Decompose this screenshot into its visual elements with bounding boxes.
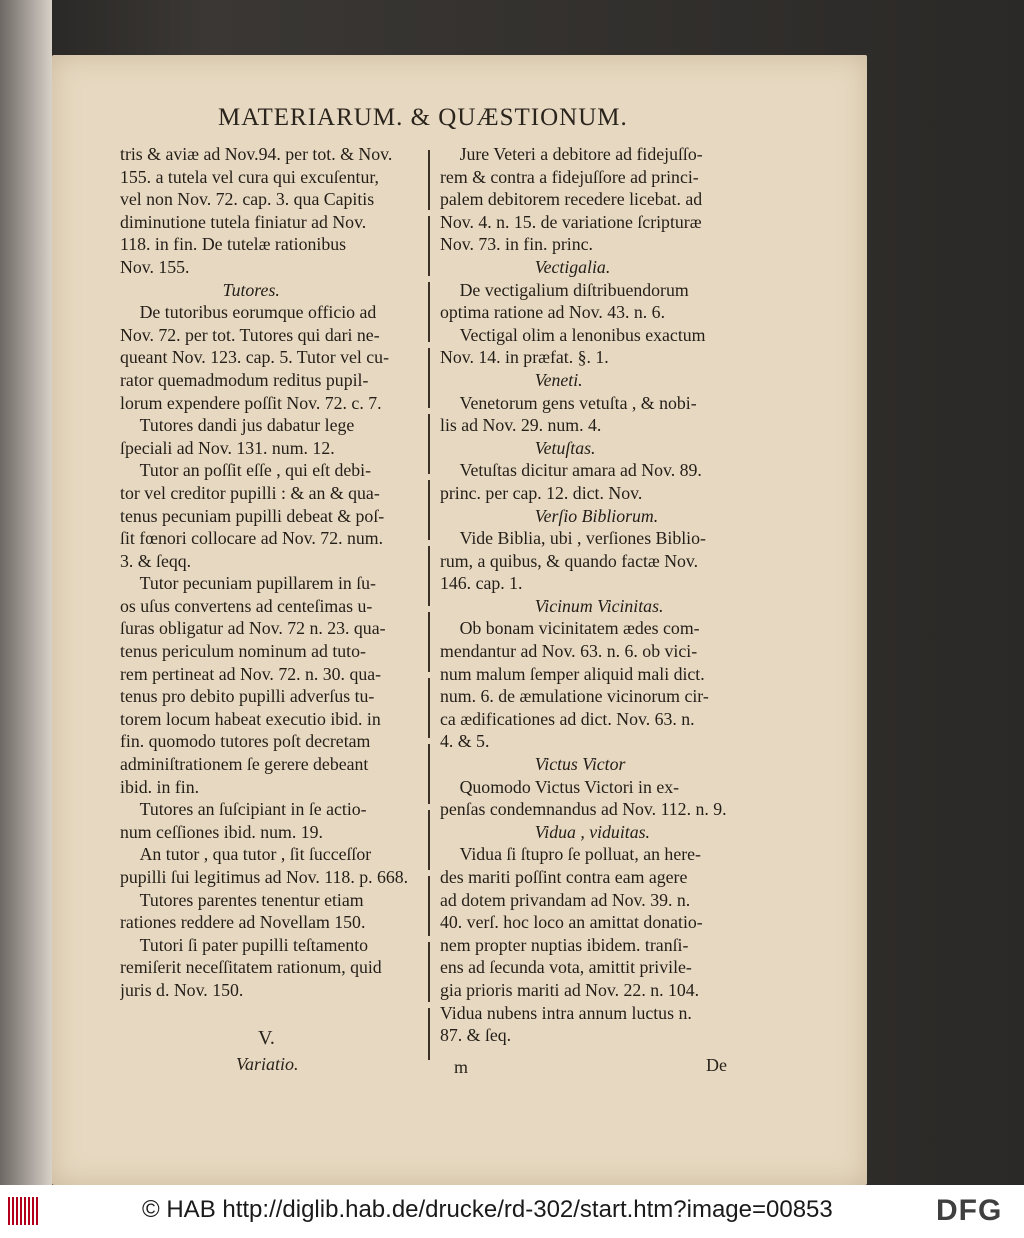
index-line: Nov. 14. in præfat. §. 1. [440, 347, 609, 368]
index-line: Nov. 4. n. 15. de variatione ſcripturæ [440, 211, 702, 232]
index-line: ſuras obligatur ad Nov. 72 n. 23. qua- [120, 618, 386, 639]
index-heading: Verſio Bibliorum. [534, 505, 659, 526]
index-line: ad dotem privandam ad Nov. 39. n. [440, 889, 691, 910]
index-line: Vide Biblia, ubi , verſiones Biblio- [459, 528, 706, 549]
index-line: vel non Nov. 72. cap. 3. qua Capitis [120, 189, 375, 210]
index-line: tenus periculum nominum ad tuto- [120, 641, 366, 662]
index-line: Tutores parentes tenentur etiam [139, 889, 364, 910]
index-line: diminutione tutela finiatur ad Nov. [120, 211, 367, 232]
column-divider [428, 150, 430, 1060]
index-line: lis ad Nov. 29. num. 4. [440, 415, 602, 436]
index-line: ſit fœnori collocare ad Nov. 72. num. [120, 528, 384, 549]
index-line: 87. & ſeq. [440, 1025, 512, 1046]
index-line: num malum ſemper aliquid mali dict. [440, 663, 705, 684]
index-line: nem propter nuptias ibidem. tranſi- [440, 934, 689, 955]
index-line: Tutores dandi jus dabatur lege [139, 415, 355, 436]
index-line: 3. & ſeqq. [120, 550, 192, 571]
index-line: os uſus convertens ad centeſimas u- [120, 595, 373, 616]
index-line: Tutor an poſſit eſſe , qui eſt debi- [139, 460, 372, 481]
index-line: princ. per cap. 12. dict. Nov. [440, 482, 643, 503]
index-line: optima ratione ad Nov. 43. n. 6. [440, 302, 666, 323]
index-line: num ceſſiones ibid. num. 19. [120, 821, 323, 842]
index-line: tor vel creditor pupilli : & an & qua- [120, 482, 380, 503]
signature-mark: m [454, 1057, 469, 1077]
index-line: An tutor , qua tutor , ſit ſucceſſor [139, 844, 372, 865]
index-line: mendantur ad Nov. 63. n. 6. ob vici- [440, 641, 698, 662]
index-line: Nov. 155. [120, 256, 190, 277]
index-line: Tutor pecuniam pupillarem in ſu- [139, 573, 376, 594]
index-line: Jure Veteri a debitore ad fidejuſſo- [459, 144, 703, 164]
index-line: ſpeciali ad Nov. 131. num. 12. [120, 437, 335, 458]
index-line: ibid. in fin. [120, 776, 200, 797]
hab-logo-icon [8, 1197, 42, 1225]
index-line: pupilli ſui legitimus ad Nov. 118. p. 668. [120, 867, 409, 887]
index-line: Tutores an ſuſcipiant in ſe actio- [139, 799, 367, 820]
index-line: 40. verſ. hoc loco an amittat donatio- [440, 912, 703, 933]
index-line: lorum expendere poſſit Nov. 72. c. 7. [120, 392, 382, 413]
index-heading: Tutores. [222, 279, 280, 300]
index-line: 4. & 5. [440, 731, 490, 752]
index-line: tenus pro debito pupilli adverſus tu- [120, 686, 375, 707]
index-heading: Vicinum Vicinitas. [534, 595, 664, 616]
index-heading: Victus Victor [534, 754, 626, 775]
index-line: Vidua nubens intra annum luctus n. [440, 1002, 692, 1023]
index-line: rem pertineat ad Nov. 72. n. 30. qua- [120, 663, 382, 684]
index-line: 118. in fin. De tutelæ rationibus [120, 234, 347, 255]
index-line: ca ædificationes ad dict. Nov. 63. n. [440, 708, 695, 729]
left-column [120, 143, 422, 1002]
index-line: des mariti poſſint contra eam agere [440, 867, 688, 887]
section-letter: V. [258, 1027, 275, 1049]
index-line: Vectigal olim a lenonibus exactum [459, 324, 706, 345]
index-line: gia prioris mariti ad Nov. 22. n. 104. [440, 979, 700, 1000]
index-line: Ob bonam vicinitatem ædes com- [459, 618, 700, 639]
index-line: queant Nov. 123. cap. 5. Tutor vel cu- [120, 347, 389, 368]
index-line: De tutoribus eorumque officio ad [139, 302, 377, 323]
index-line: Vetuſtas dicitur amara ad Nov. 89. [459, 460, 702, 481]
index-line: Nov. 72. per tot. Tutores qui dari ne- [120, 324, 380, 345]
catchword: De [706, 1055, 727, 1075]
index-line: 155. a tutela vel cura qui excuſentur, [120, 166, 379, 187]
viewer-footer [0, 1185, 1024, 1238]
index-line: rator quemadmodum reditus pupil- [120, 369, 369, 390]
index-heading: Vectigalia. [534, 256, 611, 277]
index-line: juris d. Nov. 150. [120, 979, 244, 1000]
index-line: rum, a quibus, & quando factæ Nov. [440, 550, 699, 571]
index-line: num. 6. de æmulatione vicinorum cir- [440, 686, 709, 707]
index-line: ens ad ſecunda vota, amittit privile- [440, 957, 692, 978]
index-line: penſas condemnandus ad Nov. 112. n. 9. [440, 799, 727, 820]
index-line: 146. cap. 1. [440, 573, 523, 594]
index-line: Quomodo Victus Victori in ex- [459, 776, 680, 797]
page-header: MATERIARUM. & QUÆSTIONUM. [218, 104, 628, 131]
index-line: fin. quomodo tutores poſt decretam [120, 731, 371, 752]
index-heading: Veneti. [534, 369, 583, 390]
index-line: De vectigalium diſtribuendorum [459, 279, 689, 300]
index-line: tris & aviæ ad Nov.94. per tot. & Nov. [120, 144, 393, 164]
index-line: rem & contra a fidejuſſore ad princi- [440, 166, 699, 187]
index-heading: Vidua , viduitas. [534, 821, 650, 842]
right-column [440, 143, 736, 1047]
previous-page-edge [0, 0, 52, 1185]
next-heading: Variatio. [236, 1054, 299, 1074]
index-line: rationes reddere ad Novellam 150. [120, 912, 366, 933]
index-line: Tutori ſi pater pupilli teſtamento [139, 934, 369, 955]
index-line: Venetorum gens vetuſta , & nobi- [459, 392, 697, 413]
index-line: Nov. 73. in fin. princ. [440, 234, 593, 255]
index-line: palem debitorem recedere licebat. ad [440, 189, 703, 210]
index-line: Vidua ſi ſtupro ſe polluat, an here- [459, 844, 701, 865]
dfg-logo: DFG [936, 1194, 1003, 1227]
credit-link[interactable]: © HAB http://diglib.hab.de/drucke/rd-302/start.htm?image=00853 [142, 1196, 833, 1223]
index-line: remiſerit neceſſitatem rationum, quid [120, 957, 382, 978]
index-line: adminiſtrationem ſe gerere debeant [120, 754, 369, 775]
index-heading: Vetuſtas. [534, 437, 596, 458]
index-line: tenus pecuniam pupilli debeat & poſ- [120, 505, 385, 526]
index-line: torem locum habeat executio ibid. in [120, 708, 381, 729]
